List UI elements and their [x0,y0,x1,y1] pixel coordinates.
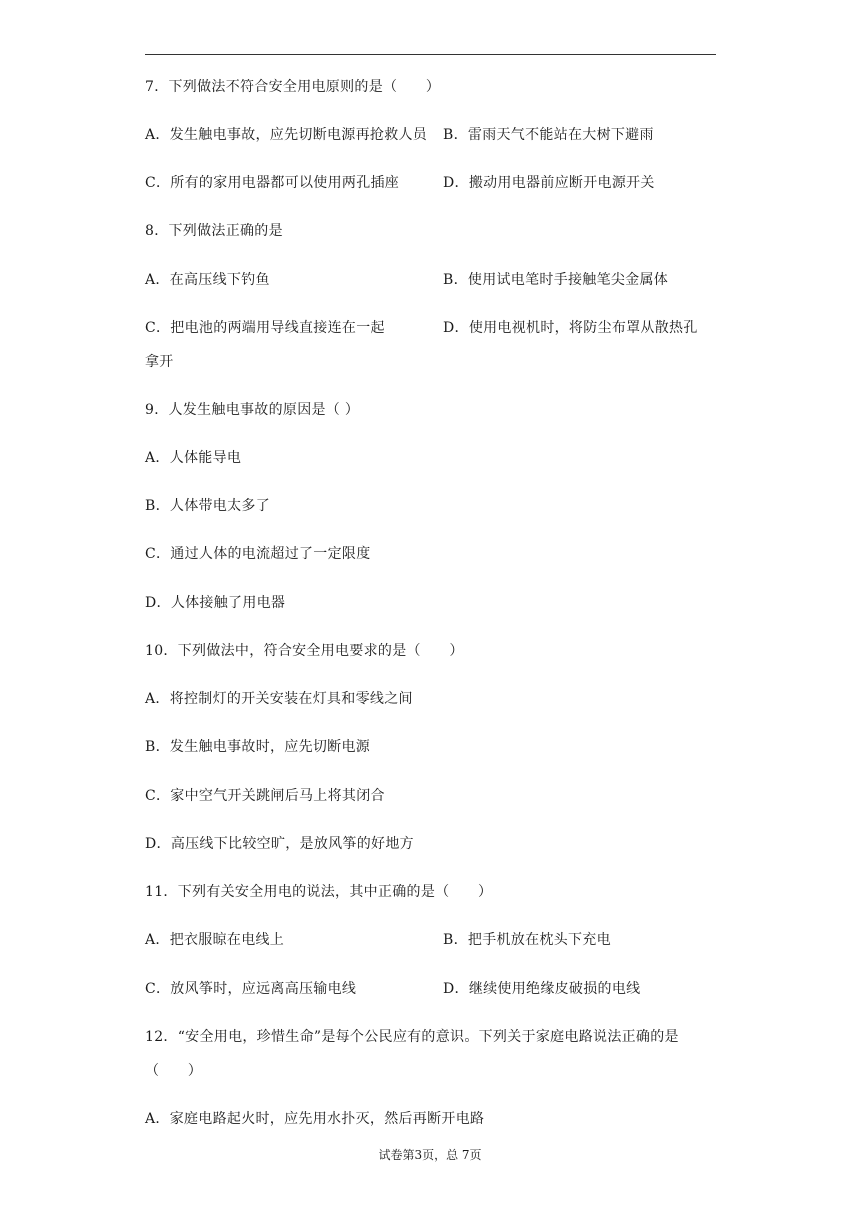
question-7-stem: 7．下列做法不符合安全用电原则的是（ ） [145,79,441,95]
question-11-option-d: D．继续使用绝缘皮破损的电线 [443,981,641,997]
question-11-option-b: B．把手机放在枕头下充电 [443,932,611,948]
question-11-stem: 11．下列有关安全用电的说法，其中正确的是（ ） [145,884,493,900]
question-10-option-b: B．发生触电事故时，应先切断电源 [145,739,371,755]
question-9-option-d: D．人体接触了用电器 [145,595,286,611]
question-9-option-b: B．人体带电太多了 [145,498,270,514]
question-10-stem: 10．下列做法中，符合安全用电要求的是（ ） [145,643,464,659]
question-8-stem: 8．下列做法正确的是 [145,223,283,239]
question-7-option-d: D．搬动用电器前应断开电源开关 [443,175,655,191]
page-footer: 试卷第3页，总 7页 [378,1148,482,1162]
header-rule [145,54,716,55]
question-12-stem: 12．“安全用电，珍惜生命”是每个公民应有的意识。下列关于家庭电路说法正确的是 [145,1029,679,1045]
question-8-option-d: D．使用电视机时，将防尘布罩从散热孔 [443,320,698,336]
question-11-option-a: A．把衣服晾在电线上 [145,932,285,948]
question-8-option-d-cont: 拿开 [145,354,174,370]
question-11-option-c: C．放风筝时，应远离高压输电线 [145,981,357,997]
question-8-option-a: A．在高压线下钓鱼 [145,272,270,288]
question-7-option-c: C．所有的家用电器都可以使用两孔插座 [145,175,400,191]
question-12-stem-cont: （ ） [145,1063,203,1079]
question-7-option-b: B．雷雨天气不能站在大树下避雨 [443,127,654,143]
question-8-option-b: B．使用试电笔时手接触笔尖金属体 [443,272,669,288]
question-12-option-a: A．家庭电路起火时，应先用水扑灭，然后再断开电路 [145,1111,485,1127]
question-8-option-c: C．把电池的两端用导线直接连在一起 [145,320,385,336]
question-10-option-c: C．家中空气开关跳闸后马上将其闭合 [145,788,385,804]
question-9-stem: 9．人发生触电事故的原因是（ ） [145,402,360,418]
question-9-option-a: A．人体能导电 [145,450,242,466]
question-7-option-a: A．发生触电事故，应先切断电源再抢救人员 [145,127,428,143]
question-10-option-a: A．将控制灯的开关安装在灯具和零线之间 [145,691,413,707]
question-10-option-d: D．高压线下比较空旷，是放风筝的好地方 [145,836,414,852]
question-9-option-c: C．通过人体的电流超过了一定限度 [145,546,371,562]
